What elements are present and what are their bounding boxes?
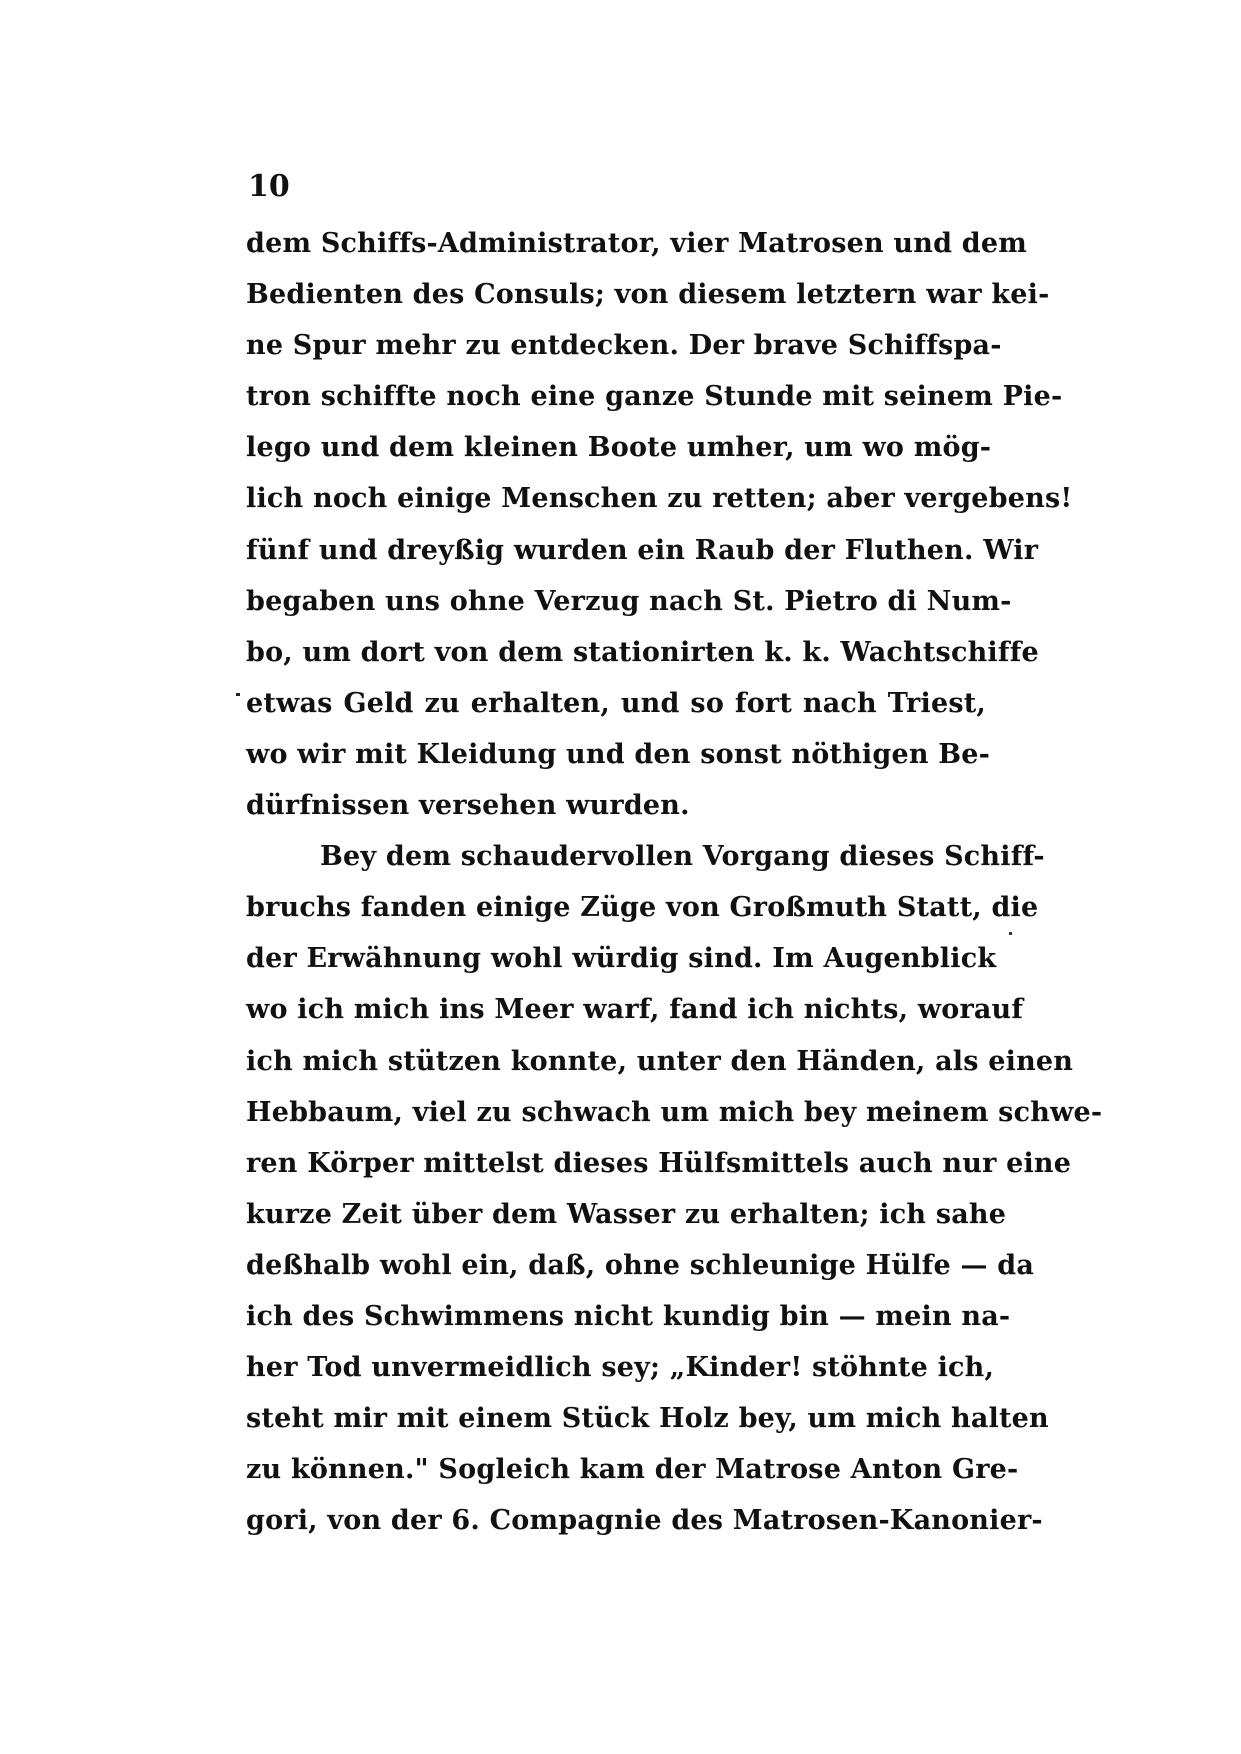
paragraph-end-line: dürfnissen versehen wurden. bbox=[246, 790, 690, 822]
text-line: etwas Geld zu erhalten, und so fort nach Triest, bbox=[246, 687, 986, 719]
text-line: bruchs fanden einige Züge von Großmuth Statt, die bbox=[246, 892, 1039, 924]
text-line: ne Spur mehr zu entdecken. Der brave Schiffspa- bbox=[246, 330, 1002, 362]
text-line: begaben uns ohne Verzug nach St. Pietro di Num- bbox=[246, 585, 1012, 617]
text-line: ich des Schwimmens nicht kundig bin — mein na- bbox=[246, 1300, 1011, 1332]
text-line: ren Körper mittelst dieses Hülfsmittels auch nur eine bbox=[246, 1147, 1072, 1179]
scan-speck bbox=[236, 693, 240, 696]
text-line: dem Schiffs-Administrator, vier Matrosen und dem bbox=[246, 228, 1027, 259]
paragraph-start-line: Bey dem schaudervollen Vorgang dieses Schiff- bbox=[320, 841, 1045, 873]
body-text bbox=[246, 218, 1103, 1546]
text-line: deßhalb wohl ein, daß, ohne schleunige Hülfe — da bbox=[246, 1249, 1035, 1281]
text-line: zu können." Sogleich kam der Matrose Anton Gre- bbox=[246, 1454, 1019, 1486]
text-line: bo, um dort von dem stationirten k. k. Wachtschiffe bbox=[246, 636, 1039, 668]
text-line: fünf und dreyßig wurden ein Raub der Fluthen. Wir bbox=[246, 534, 1039, 566]
text-line: wo wir mit Kleidung und den sonst nöthigen Be- bbox=[246, 738, 991, 770]
text-line: tron schiffte noch eine ganze Stunde mit seinem Pie- bbox=[246, 381, 1063, 413]
text-line: lich noch einige Menschen zu retten; aber vergebens! bbox=[246, 483, 1073, 515]
text-line: ich mich stützen konnte, unter den Händen, als einen bbox=[246, 1045, 1074, 1077]
page-number: 10 bbox=[248, 169, 290, 204]
text-line: Hebbaum, viel zu schwach um mich bey meinem schwe- bbox=[246, 1096, 1103, 1128]
text-line: her Tod unvermeidlich sey; „Kinder! stöhnte ich, bbox=[246, 1352, 995, 1384]
text-line: steht mir mit einem Stück Holz bey, um mich halten bbox=[246, 1403, 1049, 1435]
text-line: wo ich mich ins Meer warf, fand ich nichts, worauf bbox=[246, 994, 1024, 1026]
text-line: lego und dem kleinen Boote umher, um wo mög- bbox=[246, 432, 992, 464]
text-line: gori, von der 6. Compagnie des Matrosen-Kanonier- bbox=[246, 1505, 1043, 1537]
text-line: Bedienten des Consuls; von diesem letztern war kei- bbox=[246, 279, 1050, 311]
text-line: der Erwähnung wohl würdig sind. Im Augenblick bbox=[246, 943, 997, 975]
scan-speck bbox=[1009, 932, 1012, 935]
text-line: kurze Zeit über dem Wasser zu erhalten; ich sahe bbox=[246, 1198, 1007, 1230]
